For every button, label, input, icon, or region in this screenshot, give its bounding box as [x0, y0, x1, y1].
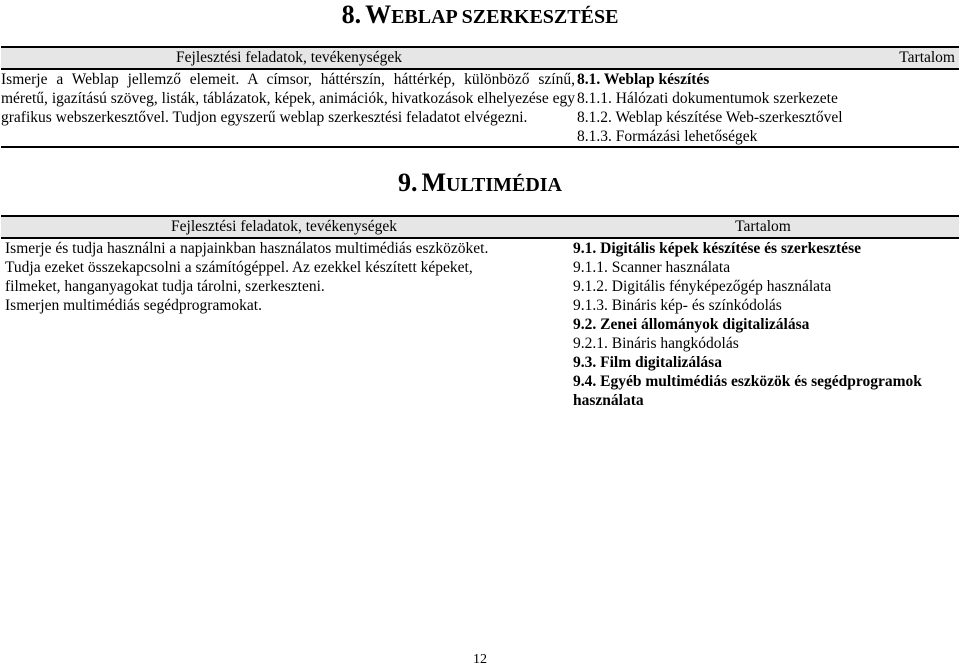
- section-9-content-item: 9.1. Digitális képek készítése és szerkesztése: [573, 240, 861, 257]
- section-8-content-item: 8.1.3. Formázási lehetőségek: [577, 128, 758, 145]
- section-8-header-contents: Tartalom: [577, 47, 959, 69]
- section-9-header-activities: Fejlesztési feladatok, tevékenységek: [1, 216, 567, 238]
- section-8-title: [0, 2, 960, 28]
- section-9-table: [1, 215, 959, 410]
- section-8-description: Ismerje a Weblap jellemző elemeit. A címsor, háttérszín, háttérkép, különböző színű, méretű, igazítású szöveg, listák, táblázatok, képek, animációk, hivatkozások elhelyezése egy grafikus webszerkesztővel. Tudjon egyszerű weblap szerkesztési feladatot elvégezni.: [1, 69, 577, 147]
- section-8-contents-list: [577, 69, 959, 147]
- section-8-title-rest: EBLAP SZERKESZTÉSE: [391, 6, 619, 28]
- section-9-content-item: 9.1.3. Bináris kép- és színkódolás: [573, 297, 782, 314]
- section-9-description-line: filmeket, hanganyagokat tudja tárolni, szerkeszteni.: [5, 278, 325, 295]
- page-number: 12: [473, 652, 487, 667]
- section-9-contents-list: [567, 238, 959, 410]
- section-8-table: [1, 46, 959, 148]
- section-9-content-item: 9.1.1. Scanner használata: [573, 259, 731, 276]
- section-9-title-initial: M: [421, 168, 447, 197]
- section-8-header-activities: Fejlesztési feladatok, tevékenységek: [1, 47, 577, 69]
- section-8-content-item: 8.1.1. Hálózati dokumentumok szerkezete: [577, 90, 838, 107]
- section-9-content-item: 9.1.2. Digitális fényképezőgép használata: [573, 278, 832, 295]
- section-9-body-row: [1, 238, 959, 410]
- section-8-number: 8.: [341, 0, 362, 29]
- section-9-description-line: Ismerjen multimédiás segédprogramokat.: [5, 297, 262, 314]
- section-9-content-item: 9.3. Film digitalizálása: [573, 354, 722, 371]
- section-9-description-line: Ismerje és tudja használni a napjainkban használatos multimédiás eszközöket.: [5, 240, 489, 257]
- section-9-description-line: Tudja ezeket összekapcsolni a számítógéppel. Az ezekkel készített képeket,: [5, 259, 473, 276]
- section-9-description: [1, 238, 567, 410]
- section-8-content-item: 8.1.2. Weblap készítése Web-szerkesztővel: [577, 109, 843, 126]
- section-8-content-item: 8.1. Weblap készítés: [577, 71, 710, 88]
- section-9-content-item: 9.2. Zenei állományok digitalizálása: [573, 316, 810, 333]
- section-8-header-row: [1, 47, 959, 69]
- section-8-title-initial: W: [365, 0, 392, 29]
- section-9-header-row: [1, 216, 959, 238]
- section-9-number: 9.: [397, 168, 418, 197]
- section-9-title-rest: ULTIMÉDIA: [446, 174, 562, 196]
- section-9-title: [0, 170, 960, 196]
- section-9-content-item: 9.2.1. Bináris hangkódolás: [573, 335, 739, 352]
- section-8-body-row: [1, 69, 959, 147]
- section-9-content-item: 9.4. Egyéb multimédiás eszközök és segédprogramok használata: [573, 373, 922, 409]
- section-9-header-contents: Tartalom: [567, 216, 959, 238]
